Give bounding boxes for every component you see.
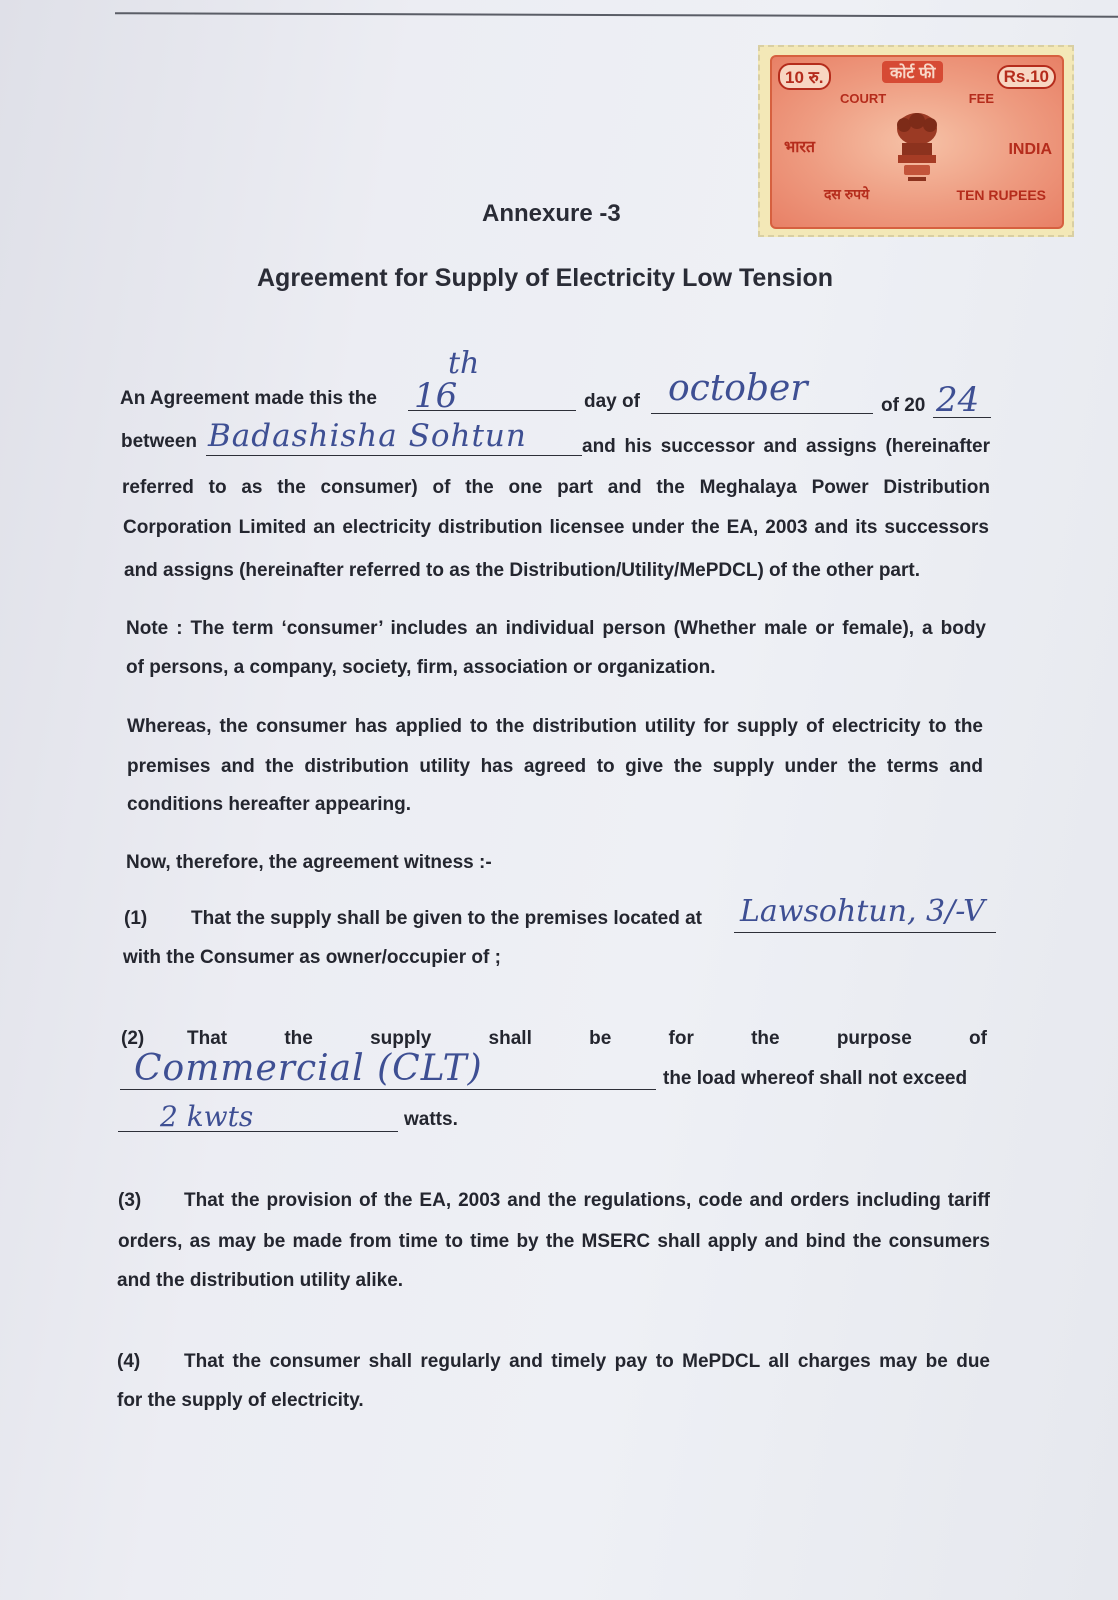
- now-therefore: Now, therefore, the agreement witness :-: [126, 852, 492, 873]
- court-fee-stamp: [758, 45, 1074, 237]
- stamp-fee: FEE: [968, 91, 994, 106]
- clause-2-word: the: [284, 1028, 313, 1049]
- whereas-line-2: [127, 756, 983, 778]
- clause-2-word: for: [668, 1028, 694, 1049]
- handwritten-month: october: [668, 368, 808, 409]
- stamp-left-value: 10 रु.: [778, 63, 831, 90]
- intro-line-4: [123, 517, 989, 539]
- note-line-1-text: Note : The term ‘consumer’ includes an individual person (Whether male or female), a body: [126, 618, 986, 639]
- clause-2-word: supply: [370, 1028, 432, 1049]
- clause-2-word: That: [187, 1028, 228, 1049]
- intro-successor: [582, 436, 990, 458]
- intro-made-this-the: An Agreement made this the: [120, 388, 377, 409]
- clause-4-line-1: [184, 1351, 990, 1373]
- note-line-2: of persons, a company, society, firm, association or organization.: [126, 657, 716, 678]
- agreement-title: Agreement for Supply of Electricity Low Tension: [257, 264, 834, 292]
- clause-3-line-1-text: That the provision of the EA, 2003 and the regulations, code and orders including tariff: [184, 1190, 990, 1211]
- consumer-name-blank: [206, 455, 582, 456]
- intro-line-4-text: Corporation Limited an electricity distribution licensee under the EA, 2003 and its successors: [123, 517, 989, 538]
- stamp-ten-rupees: TEN RUPEES: [956, 187, 1046, 203]
- stamp-face: [770, 55, 1064, 229]
- clause-3-line-2-text: orders, as may be made from time to time by the MSERC shall apply and bind the consumers: [118, 1231, 990, 1252]
- handwritten-purpose: Commercial (CLT): [134, 1048, 483, 1089]
- handwritten-consumer-name: Badashisha Sohtun: [208, 418, 527, 454]
- clause-3-line-3: and the distribution utility alike.: [117, 1270, 404, 1291]
- annexure-heading: Annexure -3: [482, 200, 621, 227]
- handwritten-year: 24: [936, 380, 980, 420]
- purpose-blank: [120, 1089, 656, 1090]
- stamp-hindi-bottom: दस रुपये: [824, 186, 870, 202]
- clause-4-line-2: for the supply of electricity.: [117, 1390, 364, 1411]
- intro-line-5: and assigns (hereinafter referred to as the Distribution/Utility/MePDCL) of the other part.: [124, 560, 920, 581]
- intro-successor-text: and his successor and assigns (hereinafter: [582, 436, 990, 457]
- clause-1-line-1: That the supply shall be given to the premises located at: [191, 908, 703, 929]
- handwritten-day-suffix: th: [448, 346, 480, 381]
- handwritten-load: 2 kwts: [160, 1100, 254, 1133]
- clause-3-line-1: [184, 1190, 990, 1212]
- clause-1-line-2: with the Consumer as owner/occupier of ;: [123, 947, 501, 968]
- intro-between: between: [121, 431, 198, 452]
- whereas-line-1-text: Whereas, the consumer has applied to the distribution utility for supply of electricity to the: [127, 716, 983, 737]
- whereas-line-2-text: premises and the distribution utility has agreed to give the supply under the terms and: [127, 756, 983, 777]
- clause-2-word: be: [589, 1028, 612, 1049]
- clause-4-number: (4): [117, 1351, 141, 1372]
- intro-of-20: of 20: [881, 395, 926, 416]
- handwritten-day: 16: [414, 376, 458, 416]
- whereas-line-1: [127, 716, 983, 738]
- intro-day-of: day of: [584, 391, 640, 412]
- clause-2-number: (2): [121, 1028, 145, 1049]
- stamp-right-value: Rs.10: [997, 65, 1056, 89]
- national-emblem-icon: [890, 107, 944, 187]
- intro-line-3: [122, 477, 990, 499]
- clause-3-number: (3): [118, 1190, 142, 1211]
- clause-2-watts: watts.: [404, 1109, 458, 1130]
- premises-blank: [734, 932, 996, 933]
- clause-2-word: purpose: [836, 1028, 912, 1049]
- clause-2-word: of: [969, 1028, 987, 1049]
- clause-2-load-text: the load whereof shall not exceed: [663, 1068, 968, 1089]
- handwritten-premises: Lawsohtun, 3/-V: [740, 894, 985, 929]
- clause-4-line-1-text: That the consumer shall regularly and timely pay to MePDCL all charges may be due: [184, 1351, 990, 1372]
- clause-1-number: (1): [124, 908, 148, 929]
- clause-2-word: shall: [488, 1028, 532, 1049]
- stamp-bharat: भारत: [784, 139, 816, 156]
- note-line-1: [126, 618, 986, 640]
- stamp-india: INDIA: [1008, 141, 1052, 158]
- top-rule: [115, 12, 1118, 18]
- intro-line-3-text: referred to as the consumer) of the one part and the Meghalaya Power Distribution: [122, 477, 990, 498]
- stamp-hindi-top: कोर्ट फी: [882, 61, 943, 83]
- month-blank: [651, 413, 873, 414]
- clause-2-line-1: [187, 1028, 987, 1050]
- clause-3-line-2: [118, 1231, 990, 1253]
- clause-2-word: the: [751, 1028, 780, 1049]
- stamp-court: COURT: [840, 91, 887, 106]
- whereas-line-3: conditions hereafter appearing.: [127, 794, 411, 815]
